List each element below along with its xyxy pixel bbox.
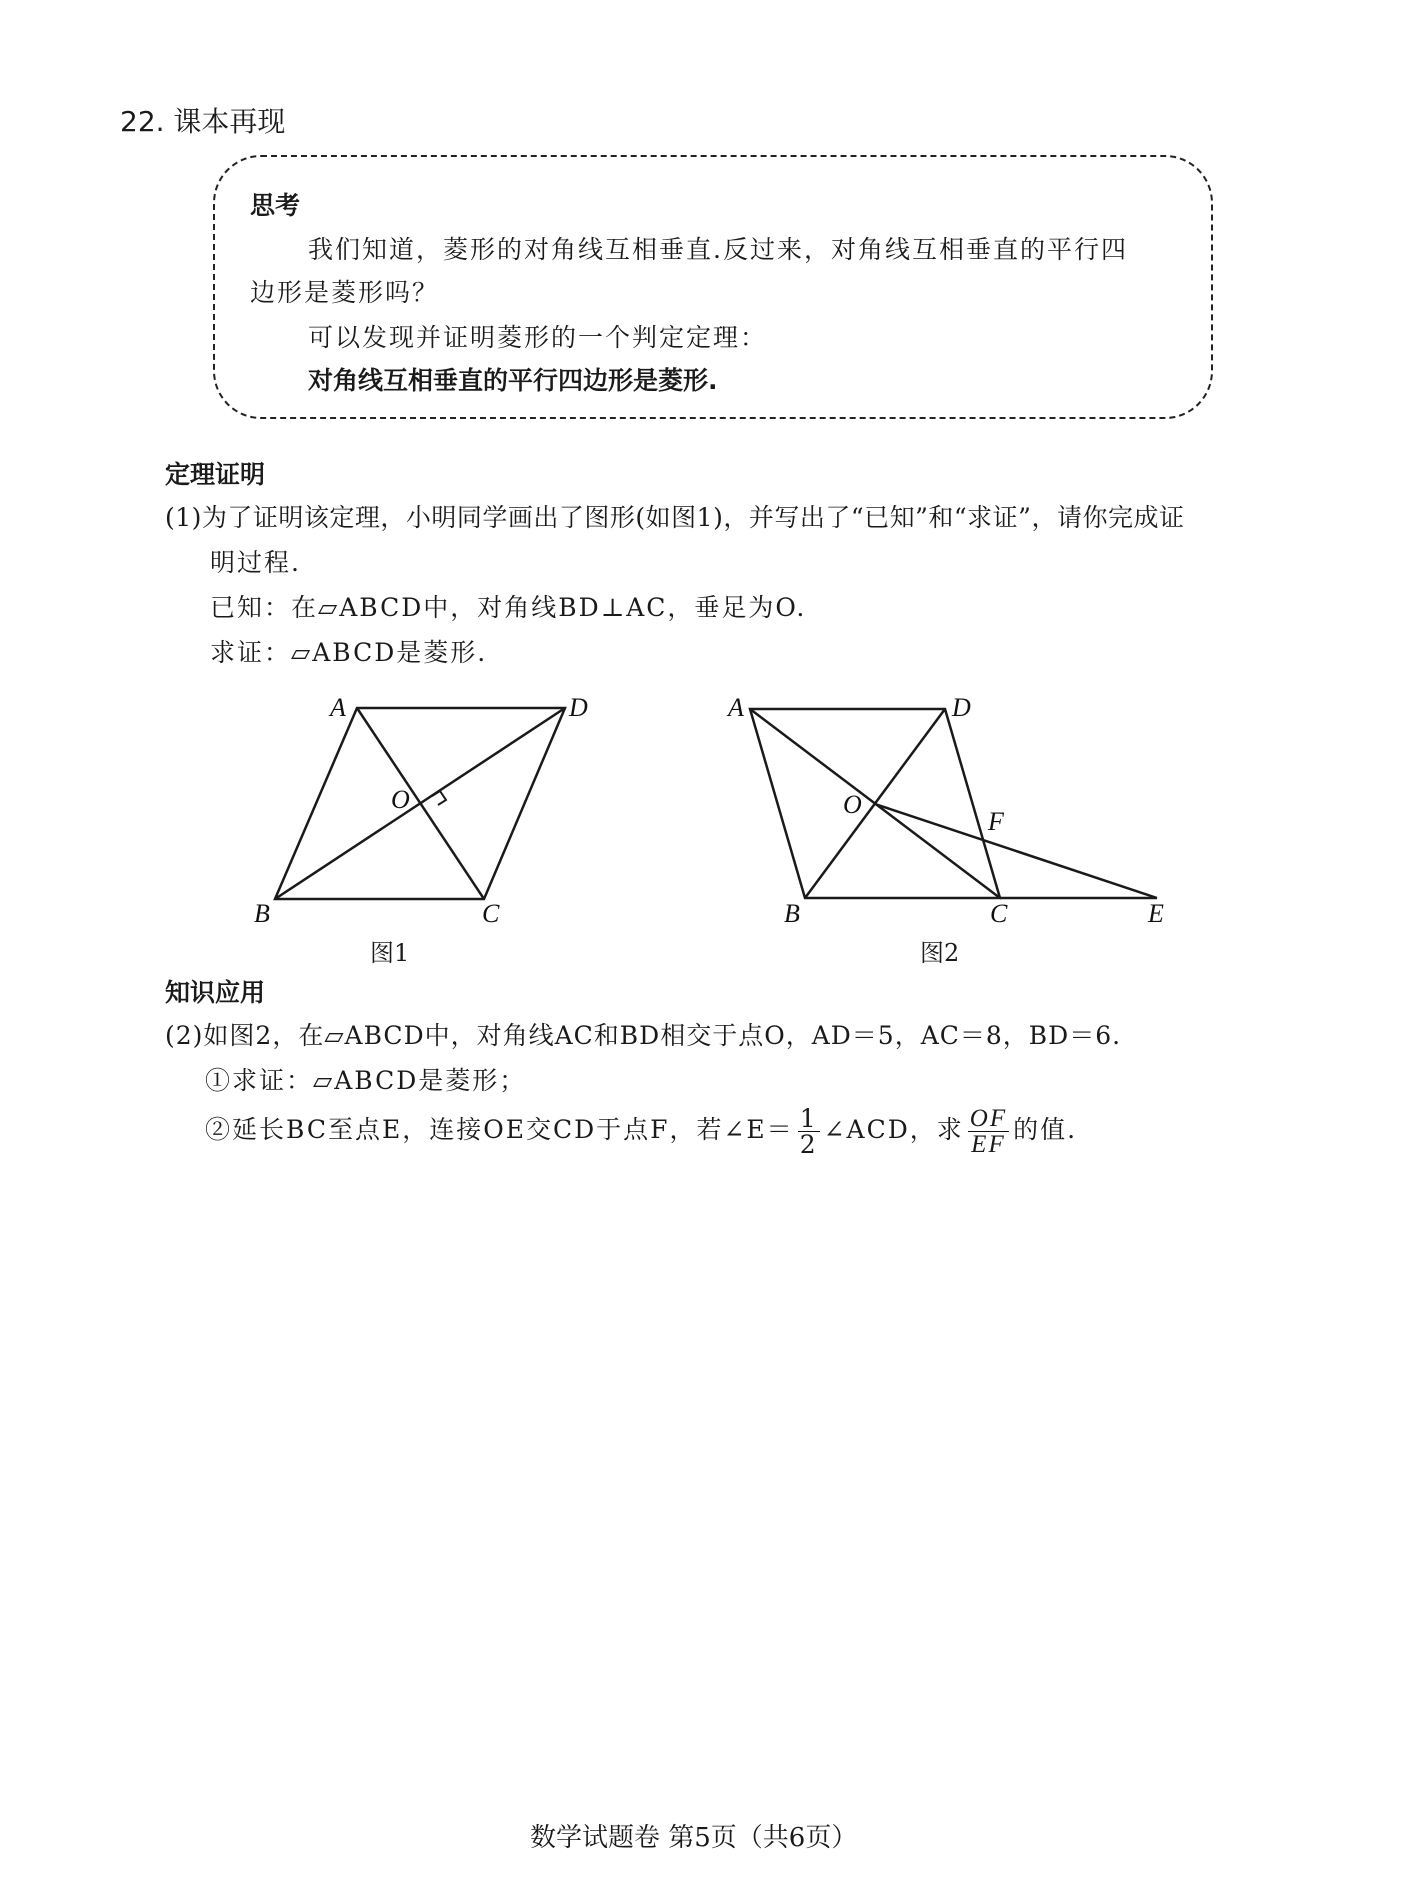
think-heading: 思考 <box>250 191 301 220</box>
fraction-half-denominator: 2 <box>799 1130 818 1159</box>
page-footer: 数学试题卷 第5页（共6页） <box>530 1823 858 1853</box>
fig2-segment-oe <box>875 804 1157 898</box>
fig2-caption: 图2 <box>920 939 960 967</box>
part2-sub1: ①求证：▱ABCD是菱形； <box>205 1066 527 1095</box>
question-title: 22. 课本再现 <box>120 105 286 138</box>
think-line-1: 我们知道，菱形的对角线互相垂直.反过来，对角线互相垂直的平行四 <box>308 235 1128 264</box>
sub2-prefix: ②延长BC至点E，连接OE交CD于点F，若∠E＝ <box>205 1115 794 1144</box>
fraction-half <box>798 1106 820 1157</box>
think-line-3: 可以发现并证明菱形的一个判定定理： <box>308 323 768 352</box>
fraction-ef-denominator: EF <box>971 1131 1006 1158</box>
fraction-of-ef <box>968 1106 1009 1157</box>
fig2-label-d: D <box>952 693 971 722</box>
given-statement: 已知：在▱ABCD中，对角线BD⊥AC，垂足为O. <box>210 593 807 622</box>
fig2-label-c: C <box>990 899 1008 928</box>
fig1-diagonal-bd <box>275 708 565 899</box>
part1-line-1: (1)为了证明该定理，小明同学画出了图形(如图1)，并写出了“已知”和“求证”，请你完成证 <box>165 503 1185 532</box>
figure-2 <box>750 709 1157 898</box>
sub2-middle: ∠ACD，求 <box>823 1115 964 1144</box>
part1-line-2: 明过程. <box>210 548 301 577</box>
fig1-label-o: O <box>391 785 410 814</box>
fig1-label-a: A <box>330 693 346 722</box>
fig1-label-d: D <box>569 693 588 722</box>
fig1-label-b: B <box>254 899 270 928</box>
fraction-half-numerator: 1 <box>799 1104 818 1133</box>
fraction-of-numerator: OF <box>969 1105 1008 1132</box>
figure-1 <box>275 708 565 899</box>
prove-statement: 求证：▱ABCD是菱形. <box>210 638 488 667</box>
fig2-label-b: B <box>784 899 800 928</box>
sub2-suffix: 的值. <box>1013 1115 1078 1144</box>
fig2-label-o: O <box>843 790 862 819</box>
fig2-diagonal-bd <box>805 709 945 898</box>
proof-heading: 定理证明 <box>165 460 266 489</box>
part2-sub2 <box>205 1106 1077 1157</box>
fig1-label-c: C <box>482 899 500 928</box>
application-heading: 知识应用 <box>165 978 266 1007</box>
fig2-label-e: E <box>1148 899 1164 928</box>
fig2-label-f: F <box>988 807 1004 836</box>
fig1-caption: 图1 <box>370 939 410 967</box>
think-line-2: 边形是菱形吗？ <box>250 278 440 307</box>
fig2-label-a: A <box>728 693 744 722</box>
theorem-statement: 对角线互相垂直的平行四边形是菱形. <box>308 366 718 395</box>
part2-statement: (2)如图2，在▱ABCD中，对角线AC和BD相交于点O，AD＝5，AC＝8，BD＝6. <box>165 1021 1122 1050</box>
